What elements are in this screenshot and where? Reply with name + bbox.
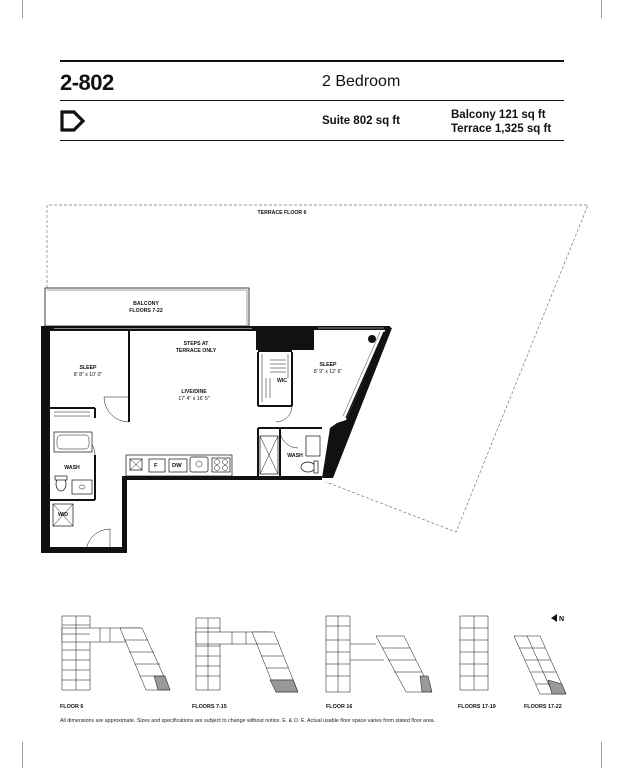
- disclaimer: All dimensions are approximate. Sizes and specifications are subject to change without notice. E. & O. E. Actual usable floor space varies from stated floor area.: [60, 718, 436, 724]
- sleep2-dimensions: 8' 9" x 12' 6": [313, 369, 343, 375]
- keyplan-floor-16: [326, 616, 432, 692]
- north-label: N: [559, 616, 565, 623]
- bedroom-type: 2 Bedroom: [322, 73, 401, 90]
- live-dine-label: LIVE/DINE: [181, 389, 207, 395]
- terrace-label: TERRACE FLOOR 6: [257, 210, 307, 216]
- keyplan-floors-7-15: [196, 618, 298, 692]
- keyplan-floor-6: [62, 616, 170, 690]
- balcony-area: Balcony 121 sq ft: [451, 109, 546, 121]
- fridge-label: F: [154, 463, 158, 469]
- live-dine-dimensions: 17' 4" x 16' 5": [178, 396, 210, 402]
- steps-label-2: TERRACE ONLY: [175, 348, 217, 354]
- sleep1-label: SLEEP: [79, 365, 97, 371]
- wic-label: WIC: [276, 378, 288, 384]
- keyplan-floors-17-19: [460, 616, 488, 690]
- keyplan-floors-17-22: [514, 636, 566, 694]
- laundry-label: W/D: [57, 512, 69, 518]
- balcony-label: BALCONY: [133, 301, 159, 307]
- steps-label: STEPS AT: [183, 341, 209, 347]
- keyplan-label-2: FLOORS 7-15: [192, 704, 227, 710]
- suite-area: Suite 802 sq ft: [322, 115, 400, 127]
- north-arrow-icon: [551, 614, 557, 622]
- wash1-label: WASH: [64, 465, 80, 471]
- dishwasher-label: DW: [172, 463, 182, 469]
- keyplan-label-4: FLOORS 17-19: [458, 704, 496, 710]
- balcony-floors-label: FLOORS 7-22: [129, 308, 163, 314]
- unit-number: 2-802: [60, 70, 114, 95]
- keyplan-label-5: FLOORS 17-22: [524, 704, 562, 710]
- wash2-label: WASH: [287, 453, 303, 459]
- sleep2-label: SLEEP: [319, 362, 337, 368]
- keyplan-label-3: FLOOR 16: [326, 704, 353, 710]
- terrace-area: Terrace 1,325 sq ft: [451, 123, 552, 135]
- keyplan-label-1: FLOOR 6: [60, 704, 84, 710]
- sleep1-dimensions: 8' 8" x 10' 0": [73, 372, 103, 378]
